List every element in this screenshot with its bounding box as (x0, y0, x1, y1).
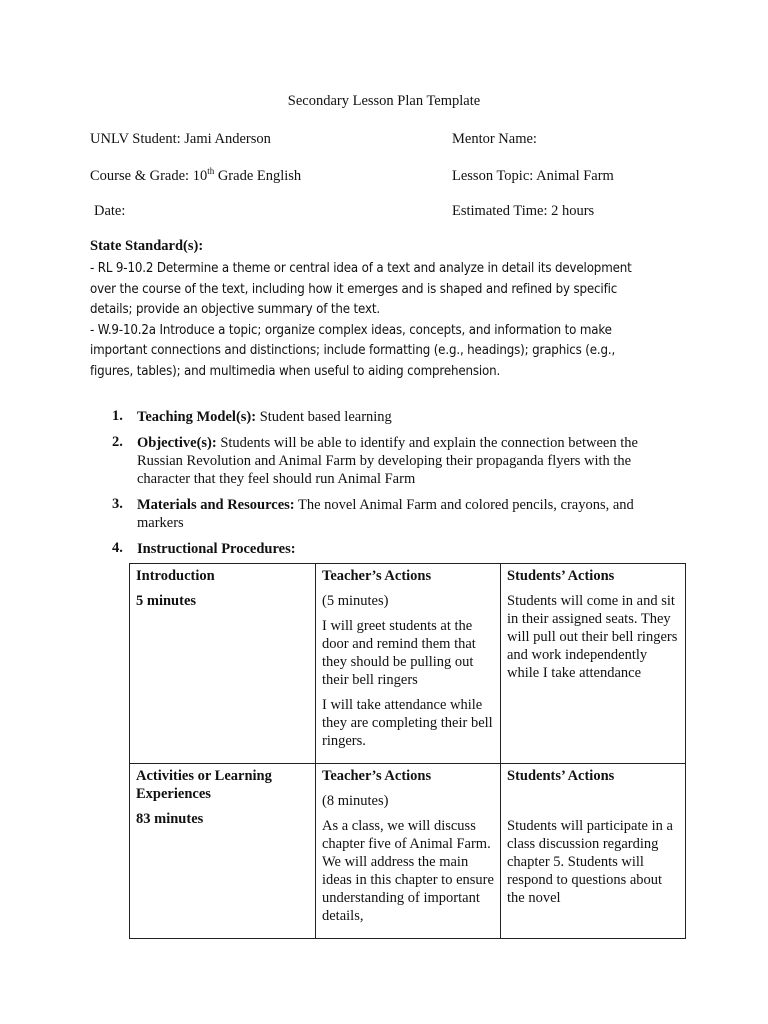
standards-line: over the course of the text, including how it emerges and is shaped and refined by specific (90, 281, 618, 297)
student-actions-cell (501, 764, 686, 939)
teacher-actions-header: Teacher’s Actions (322, 568, 432, 584)
list-item-text: Student based learning (259, 409, 392, 425)
list-item-text: markers (137, 515, 184, 531)
time-value: 2 hours (551, 203, 595, 219)
teacher-action-text: I will greet students at the door and remind them that they should be pulling out their bell ringers (322, 618, 476, 688)
course-subject: Grade English (217, 168, 302, 184)
page-title: Secondary Lesson Plan Template (287, 93, 481, 109)
list-item-label: Materials and Resources: (137, 497, 295, 513)
date-label: Date: (94, 203, 126, 219)
topic-field (452, 168, 614, 185)
time-field (452, 203, 594, 220)
teacher-actions-header: Teacher’s Actions (322, 768, 432, 784)
list-item-procedures (137, 540, 677, 558)
student-actions-cell (501, 564, 686, 764)
section-duration: 83 minutes (136, 811, 204, 827)
student-name: Jami Anderson (184, 131, 271, 147)
list-item-text: Students will be able to identify and explain the connection between the (220, 435, 638, 451)
section-name: Introduction (136, 568, 215, 584)
standards-line: - RL 9-10.2 Determine a theme or central idea of a text and analyze in detail its development (90, 261, 632, 276)
teacher-action-text: (8 minutes) (322, 793, 389, 809)
grade-ordinal: th (207, 166, 215, 176)
standards-heading: State Standard(s): (90, 238, 204, 254)
list-item-text: Russian Revolution and Animal Farm by developing their propaganda flyers with the (137, 453, 632, 469)
teacher-actions-cell (316, 564, 501, 764)
topic-label: Lesson Topic: (452, 168, 534, 184)
student-label: UNLV Student: (90, 131, 181, 147)
list-item-label: Instructional Procedures: (137, 541, 296, 557)
teacher-actions-cell (316, 764, 501, 939)
topic-value: Animal Farm (536, 168, 614, 184)
list-item-label: Objective(s): (137, 435, 217, 451)
list-number: 2. (112, 434, 123, 450)
teacher-action-text: As a class, we will discuss chapter five of Animal Farm. We will address the main ideas in this chapter to ensure understanding of important details, (322, 818, 494, 924)
course-field (90, 168, 301, 185)
time-label: Estimated Time: (452, 203, 548, 219)
standards-line: figures, tables); and multimedia when useful to aiding comprehension. (90, 363, 501, 379)
section-name: Activities or Learning Experiences (136, 768, 272, 802)
grade-number: 10 (192, 168, 208, 184)
list-item-text: The novel Animal Farm and colored pencils, crayons, and (297, 497, 634, 513)
list-number: 1. (112, 408, 123, 424)
standards-text (90, 259, 650, 382)
list-number: 3. (112, 496, 123, 512)
list-item-materials (137, 496, 677, 532)
list-number: 4. (112, 540, 123, 556)
standards-line: - W.9-10.2a Introduce a topic; organize complex ideas, concepts, and information to make (90, 322, 612, 338)
list-item-objectives (137, 434, 677, 488)
student-field (90, 131, 271, 148)
list-item-teaching-model (137, 408, 677, 426)
standards-line: details; provide an objective summary of the text. (90, 302, 380, 317)
section-duration: 5 minutes (136, 593, 197, 609)
section-cell (130, 564, 316, 764)
student-action-text: Students will come in and sit in their assigned seats. They will pull out their bell ringers and work independently while I take attendance (507, 593, 678, 681)
mentor-field (452, 131, 537, 148)
course-grade (193, 168, 215, 184)
student-actions-header: Students’ Actions (507, 568, 615, 584)
section-cell (130, 764, 316, 939)
date-field (94, 203, 125, 220)
teacher-action-text: (5 minutes) (322, 593, 389, 609)
list-item-text: character that they feel should run Animal Farm (137, 471, 416, 487)
standards-line: important connections and distinctions; include formatting (e.g., headings); graphics (e.g., (90, 343, 616, 358)
teacher-action-text: I will take attendance while they are completing their bell ringers. (322, 697, 493, 749)
student-actions-header: Students’ Actions (507, 768, 615, 784)
course-label: Course & Grade: (90, 168, 190, 184)
procedures-table (129, 563, 686, 939)
mentor-label: Mentor Name: (452, 131, 537, 147)
table-row (130, 564, 686, 764)
student-action-text: Students will participate in a class discussion regarding chapter 5. Students will respond to questions about the novel (507, 818, 673, 906)
list-item-label: Teaching Model(s): (137, 409, 257, 425)
table-row (130, 764, 686, 939)
